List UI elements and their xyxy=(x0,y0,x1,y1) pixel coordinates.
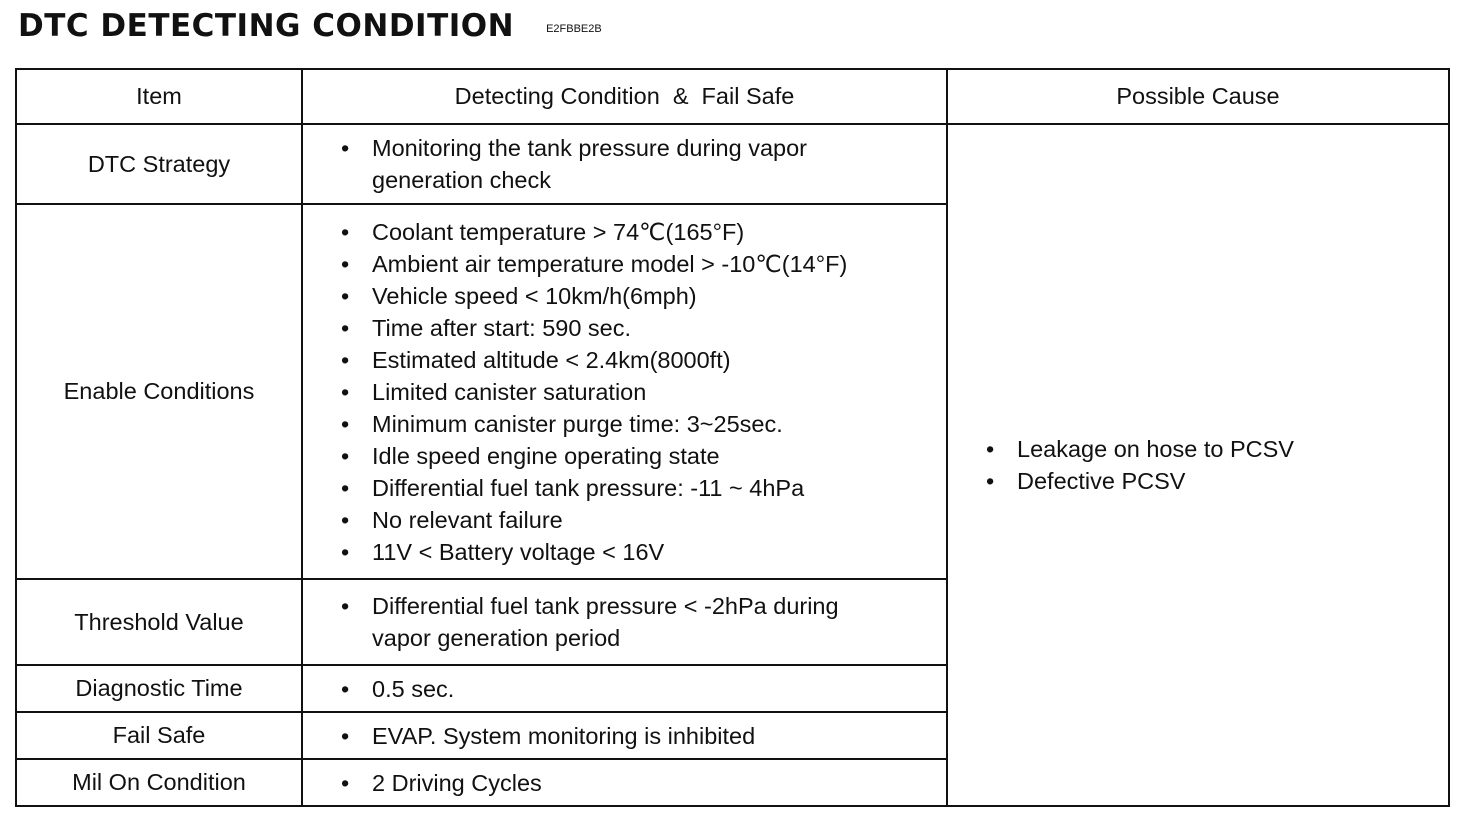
list-item: • Leakage on hose to PCSV xyxy=(986,433,1448,465)
row-item-diagnostic-time: Diagnostic Time xyxy=(16,665,302,712)
possible-cause-cell xyxy=(947,124,1449,806)
row-conditions-threshold-value xyxy=(302,579,947,665)
list-item: • Limited canister saturation xyxy=(341,376,946,408)
list-item: • Idle speed engine operating state xyxy=(341,440,946,472)
column-header-detecting-condition: Detecting Condition & Fail Safe xyxy=(302,69,947,124)
title-row xyxy=(18,8,602,44)
row-item-threshold-value: Threshold Value xyxy=(16,579,302,665)
row-conditions-diagnostic-time xyxy=(302,665,947,712)
list-item: • Vehicle speed < 10km/h(6mph) xyxy=(341,280,946,312)
row-conditions-fail-safe xyxy=(302,712,947,759)
row-item-mil-on-condition: Mil On Condition xyxy=(16,759,302,806)
list-item: • Coolant temperature > 74℃(165°F) xyxy=(341,216,946,248)
column-header-item: Item xyxy=(16,69,302,124)
row-conditions-enable-conditions xyxy=(302,204,947,579)
list-item: • 11V < Battery voltage < 16V xyxy=(341,536,946,568)
row-conditions-mil-on-condition xyxy=(302,759,947,806)
list-item: • Differential fuel tank pressure < -2hPa during vapor generation period xyxy=(341,590,872,654)
row-item-dtc-strategy: DTC Strategy xyxy=(16,124,302,204)
list-item: • Time after start: 590 sec. xyxy=(341,312,946,344)
list-item: • No relevant failure xyxy=(341,504,946,536)
condition-list xyxy=(341,132,946,196)
condition-list xyxy=(341,216,946,568)
condition-list xyxy=(341,590,946,654)
table-header-row xyxy=(16,69,1449,124)
condition-list xyxy=(341,720,946,752)
list-item: • Estimated altitude < 2.4km(8000ft) xyxy=(341,344,946,376)
condition-list xyxy=(341,767,946,799)
condition-list xyxy=(341,673,946,705)
table-row xyxy=(16,124,1449,204)
column-header-possible-cause: Possible Cause xyxy=(947,69,1449,124)
page-title: DTC DETECTING CONDITION xyxy=(18,8,515,44)
document-code: E2FBBE2B xyxy=(546,23,602,35)
list-item: • Monitoring the tank pressure during vapor generation check xyxy=(341,132,832,196)
list-item: • EVAP. System monitoring is inhibited xyxy=(341,720,946,752)
list-item: • Minimum canister purge time: 3~25sec. xyxy=(341,408,946,440)
possible-cause-list xyxy=(986,433,1448,497)
row-item-enable-conditions: Enable Conditions xyxy=(16,204,302,579)
list-item: • 0.5 sec. xyxy=(341,673,946,705)
row-conditions-dtc-strategy xyxy=(302,124,947,204)
list-item: • Ambient air temperature model > -10℃(14°F) xyxy=(341,248,946,280)
list-item: • 2 Driving Cycles xyxy=(341,767,946,799)
list-item: • Defective PCSV xyxy=(986,465,1448,497)
row-item-fail-safe: Fail Safe xyxy=(16,712,302,759)
dtc-condition-table xyxy=(15,68,1450,807)
list-item: • Differential fuel tank pressure: -11 ~ 4hPa xyxy=(341,472,946,504)
